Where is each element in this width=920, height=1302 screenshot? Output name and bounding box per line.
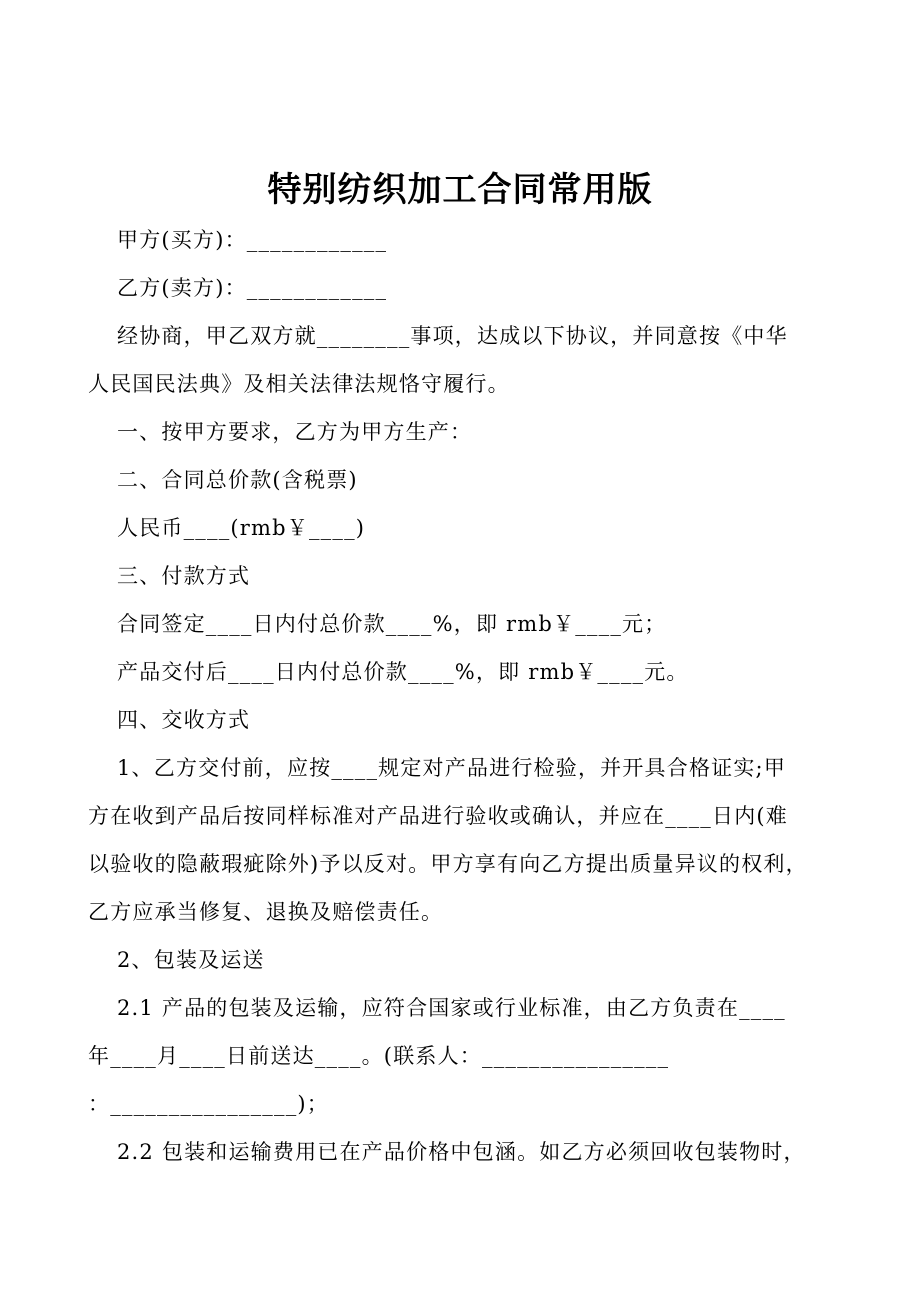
paragraph-line: ：________________)； bbox=[88, 1092, 329, 1116]
paragraph-line: 以验收的隐蔽瑕疵除外)予以反对。甲方享有向乙方提出质量异议的权利， bbox=[88, 852, 808, 876]
paragraph-line: 2.1 产品的包装及运输，应符合国家或行业标准，由乙方负责在____ bbox=[117, 996, 786, 1020]
party-a-line: 甲方(买方)：____________ bbox=[117, 228, 388, 252]
section-heading: 三、付款方式 bbox=[117, 564, 251, 588]
section-heading: 2、包装及运送 bbox=[117, 948, 265, 972]
party-b-line: 乙方(卖方)：____________ bbox=[117, 276, 388, 300]
paragraph-line: 人民国民法典》及相关法律法规恪守履行。 bbox=[88, 372, 510, 396]
price-line: 人民币____(rmb￥____) bbox=[117, 516, 366, 540]
document-title: 特别纺织加工合同常用版 bbox=[267, 170, 653, 210]
section-heading: 二、合同总价款(含税票) bbox=[117, 468, 358, 492]
section-heading: 四、交收方式 bbox=[117, 708, 251, 732]
payment-line: 产品交付后____日内付总价款____%，即 rmb￥____元。 bbox=[117, 660, 689, 684]
paragraph-line: 方在收到产品后按同样标准对产品进行验收或确认，并应在____日内(难 bbox=[88, 804, 788, 828]
paragraph-line: 经协商，甲乙双方就________事项，达成以下协议，并同意按《中华 bbox=[117, 324, 788, 348]
paragraph-line: 年____月____日前送达____。(联系人：________________ bbox=[88, 1044, 670, 1068]
paragraph-line: 1、乙方交付前，应按____规定对产品进行检验，并开具合格证实;甲 bbox=[117, 756, 787, 780]
paragraph-line: 2.2 包装和运输费用已在产品价格中包涵。如乙方必须回收包装物时， bbox=[117, 1140, 806, 1164]
payment-line: 合同签定____日内付总价款____%，即 rmb￥____元； bbox=[117, 612, 667, 636]
section-heading: 一、按甲方要求，乙方为甲方生产： bbox=[117, 420, 473, 444]
paragraph-line: 乙方应承当修复、退换及赔偿责任。 bbox=[88, 900, 444, 924]
